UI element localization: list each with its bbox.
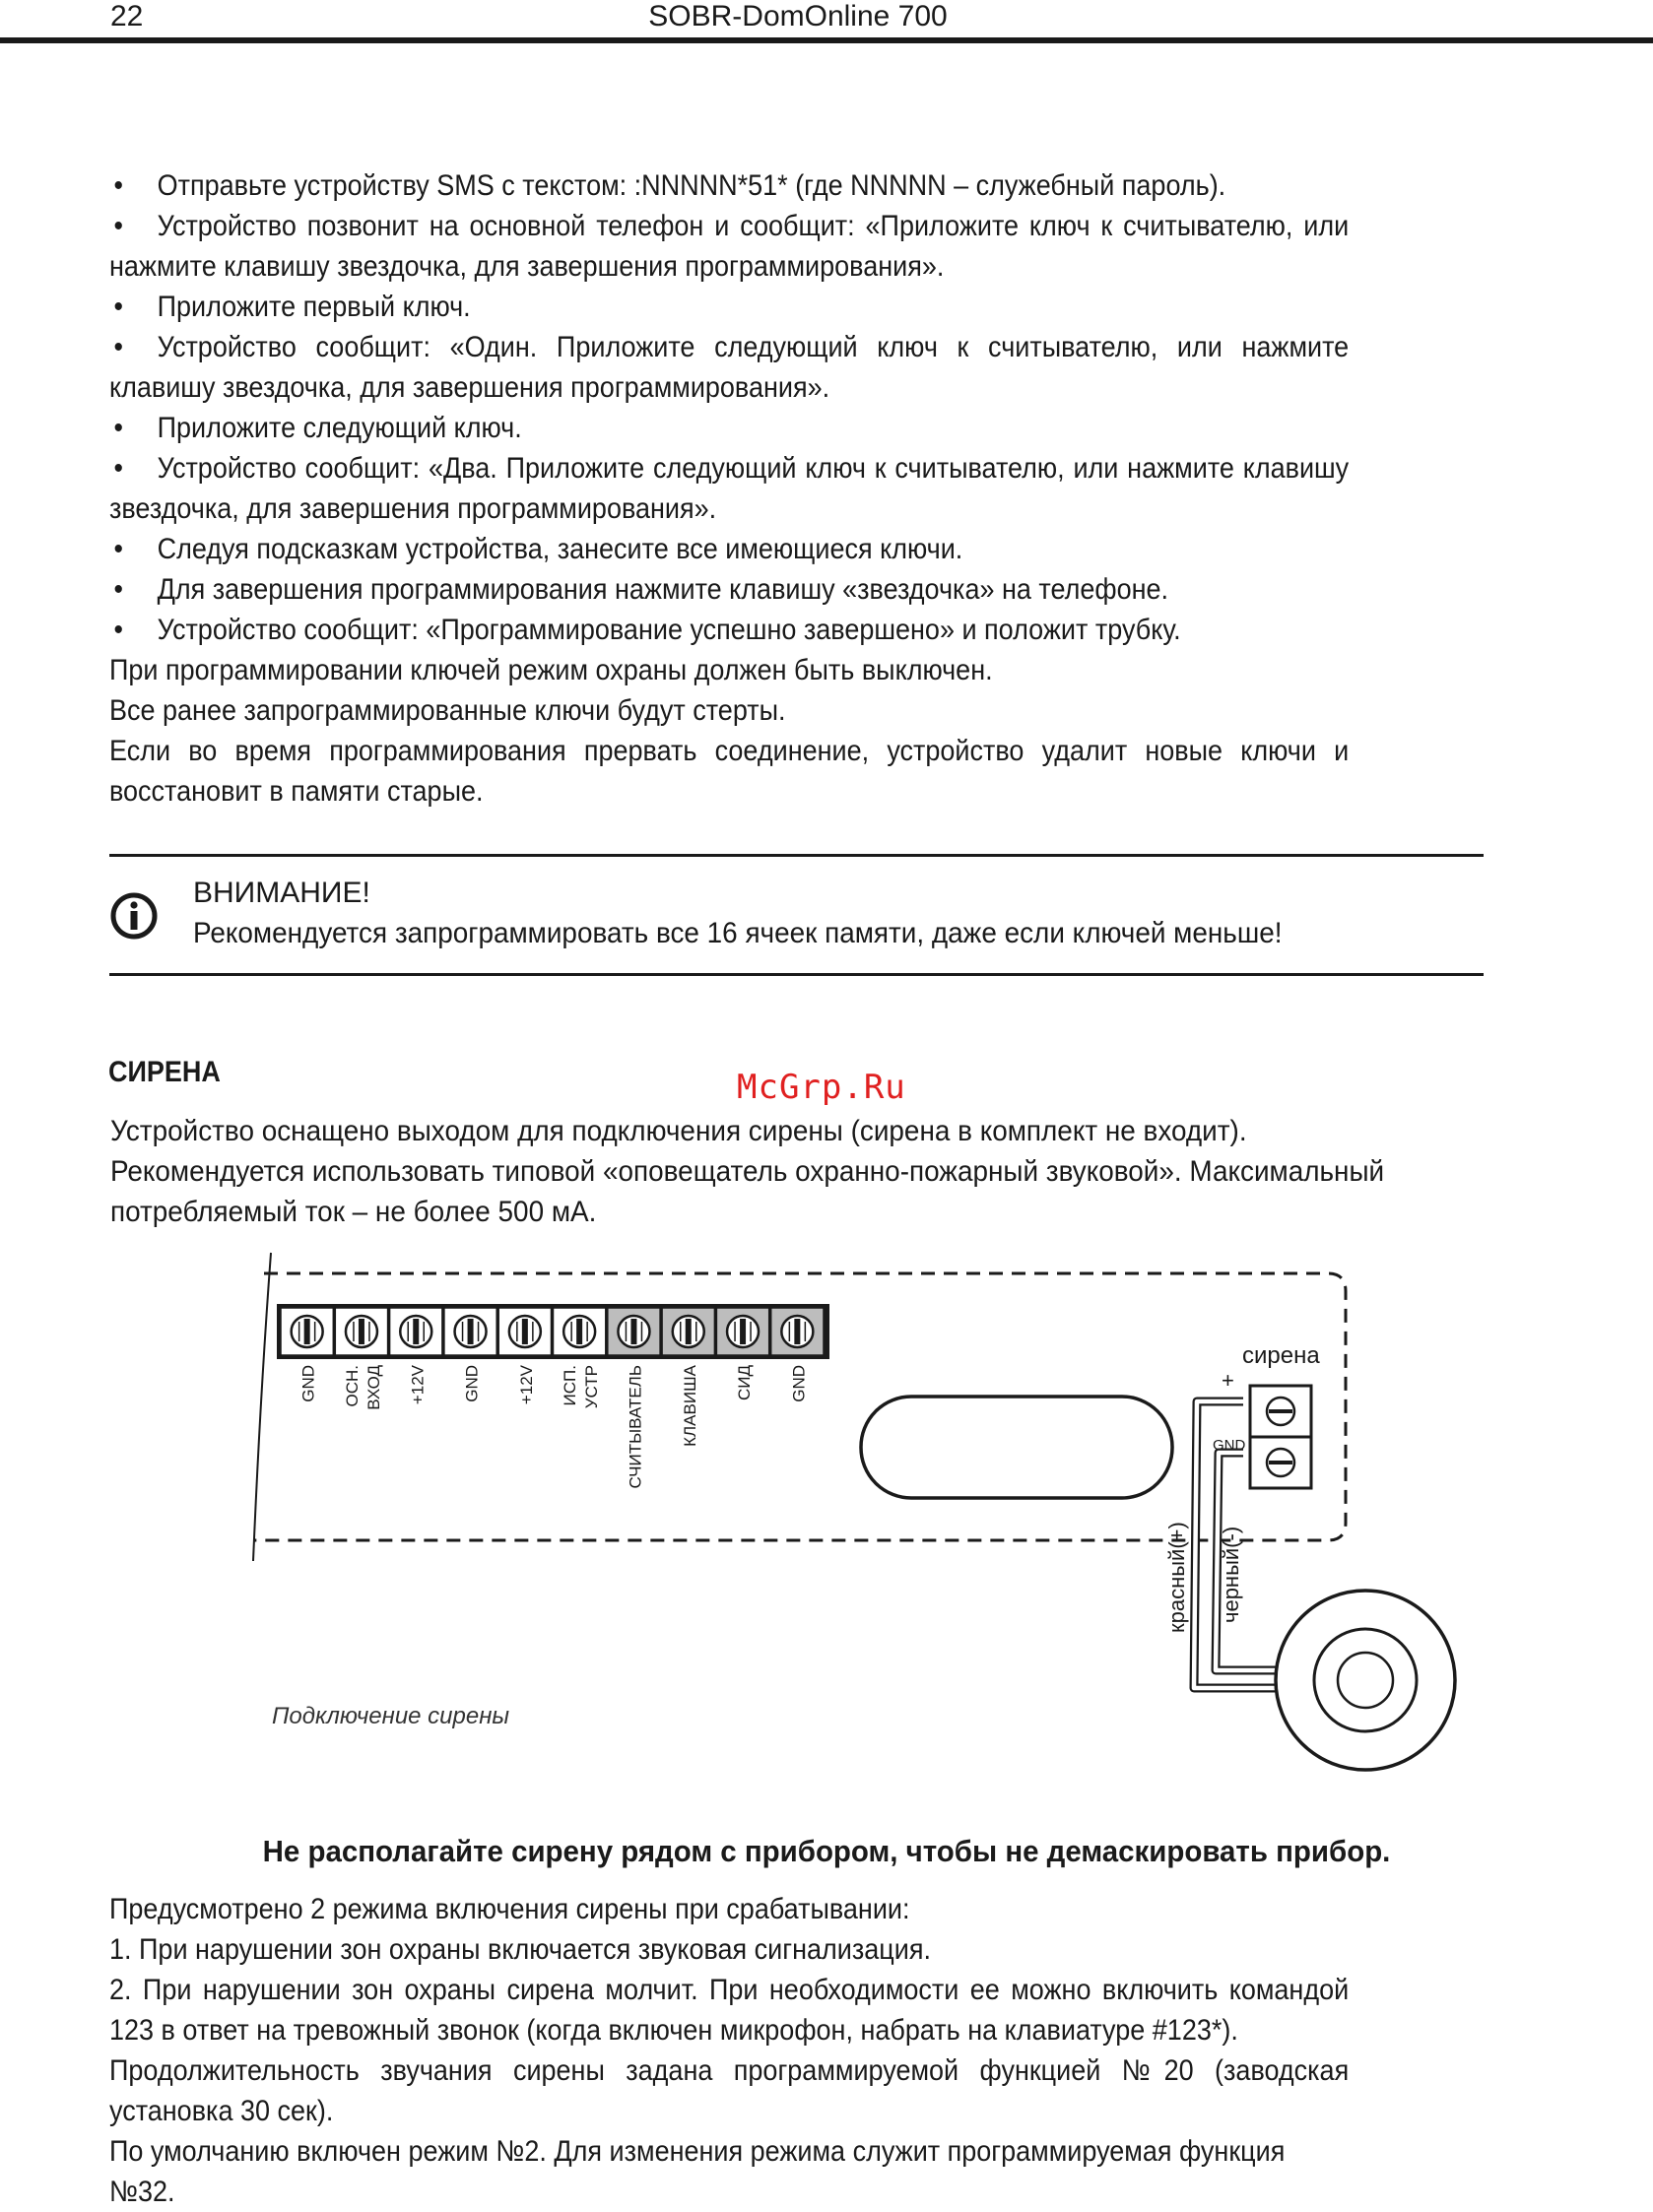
siren-wiring-diagram [0,1241,1653,1792]
mode-line: По умолчанию включен режим №2. Для изменения режима служит программируемая функция №32. [109,2135,1286,2208]
display-window [861,1397,1172,1498]
section-heading: СИРЕНА [108,1056,221,1088]
header-rule [0,37,1653,43]
terminal-label: УСТР [582,1365,602,1409]
terminal-label: GND [298,1365,318,1402]
watermark: McGrp.Ru [737,1068,906,1107]
siren-icon [1276,1591,1455,1770]
mode-line: 2. При нарушении зон охраны сирена молчит. При необходимости ее можно включить командой 123 в ответ на тревожный звонок (когда включен микрофон, набрать на клавиатуре #123*). [109,1974,1350,2047]
list-item: • Устройство позвонит на основной телефон и сообщит: «Приложите ключ к считывателю, или нажмите клавишу звездочка, для завершения программирования». [109,210,1350,283]
black-wire-label: черный(-) [1219,1526,1243,1623]
terminal-label: СИД [735,1365,755,1401]
warning-text: Не располагайте сирену рядом с прибором, чтобы не демаскировать прибор. [262,1834,1391,1868]
mode-line: 1. При нарушении зон охраны включается звуковая сигнализация. [109,1933,931,1966]
list-item: • Устройство сообщит: «Два. Приложите следующий ключ к считывателю, или нажмите клавишу звездочка, для завершения программирования». [109,452,1350,525]
note-text: Все ранее запрограммированные ключи будут стерты. [109,694,786,727]
terminal-label: GND [789,1365,809,1402]
step-text: Приложите следующий ключ. [157,412,522,444]
step-text: Устройство позвонит на основной телефон и сообщит: «Приложите ключ к считывателю, или нажмите клавишу звездочка, для завершения программирования». [109,210,1350,283]
divider [109,973,1484,976]
terminal-label: ВХОД [364,1365,383,1410]
red-wire-label: красный(+) [1164,1522,1189,1633]
terminal-block [277,1304,829,1489]
intro-line: потребляемый ток – не более 500 мА. [110,1196,597,1228]
mode-line: Предусмотрено 2 режима включения сирены при срабатывании: [109,1893,910,1925]
attention-title: ВНИМАНИЕ! [193,877,370,909]
list-item: • Приложите первый ключ. [113,291,471,323]
list-item: • Для завершения программирования нажмите клавишу «звездочка» на телефоне. [113,573,1169,606]
wiring-svg [0,1241,1653,1792]
attention-box [109,854,1484,976]
step-text: Следуя подсказкам устройства, занесите все имеющиеся ключи. [157,533,963,565]
document-title: SOBR-DomOnline 700 [648,0,948,33]
terminal-label: СЧИТЫВАТЕЛЬ [626,1365,645,1489]
diagram-caption: Подключение сирены [272,1703,510,1729]
note-text: При программировании ключей режим охраны должен быть выключен. [109,654,993,686]
divider [109,854,1484,857]
step-text: Устройство сообщит: «Один. Приложите следующий ключ к считывателю, или нажмите клавишу звездочка, для завершения программирования». [109,331,1350,404]
terminal-label: ОСН. [342,1365,362,1407]
list-item: • Устройство сообщит: «Программирование успешно завершено» и положит трубку. [113,614,1181,646]
step-text: Устройство сообщит: «Два. Приложите следующий ключ к считывателю, или нажмите клавишу звездочка, для завершения программирования». [109,452,1350,525]
modes-text [109,1889,1349,2212]
terminal-label: КЛАВИША [680,1365,699,1447]
intro-line: Рекомендуется использовать типовой «оповещатель охранно-пожарный звуковой». Максимальный [110,1155,1385,1188]
attention-text: Рекомендуется запрограммировать все 16 ячеек памяти, даже если ключей меньше! [193,917,1283,949]
steps-list [109,165,1349,812]
gnd-label: GND [1213,1437,1246,1454]
terminal-label: +12V [516,1365,536,1405]
terminal-label: GND [462,1365,482,1402]
step-text: Устройство сообщит: «Программирование успешно завершено» и положит трубку. [157,614,1181,646]
intro-line: Устройство оснащено выходом для подключения сирены (сирена в комплект не входит). [110,1115,1247,1147]
board-edge [253,1253,271,1561]
step-text: Приложите первый ключ. [157,291,471,323]
note-text: Если во время программирования прервать соединение, устройство удалит новые ключи и восстановит в памяти старые. [109,735,1350,808]
page-header [0,0,1653,43]
mode-line: Продолжительность звучания сирены задана программируемой функцией №20 (заводская установка 30 сек). [109,2054,1350,2127]
terminal-label: ИСП. [561,1365,580,1406]
siren-label: сирена [1242,1342,1320,1369]
step-text: Для завершения программирования нажмите клавишу «звездочка» на телефоне. [157,573,1169,606]
siren-intro [110,1111,1412,1232]
step-text: Отправьте устройству SMS с текстом: :NNNNN*51* (где NNNNN – служебный пароль). [157,169,1226,202]
list-item: • Устройство сообщит: «Один. Приложите следующий ключ к считывателю, или нажмите клавишу звездочка, для завершения программирования». [109,331,1350,404]
page-number: 22 [110,0,144,33]
list-item: • Приложите следующий ключ. [113,412,522,444]
list-item: • Отправьте устройству SMS с текстом: :NNNNN*51* (где NNNNN – служебный пароль). [113,169,1226,202]
info-icon [109,891,159,941]
plus-label: + [1222,1368,1234,1393]
terminal-label: +12V [408,1365,428,1405]
list-item: • Следуя подсказкам устройства, занесите все имеющиеся ключи. [113,533,963,565]
